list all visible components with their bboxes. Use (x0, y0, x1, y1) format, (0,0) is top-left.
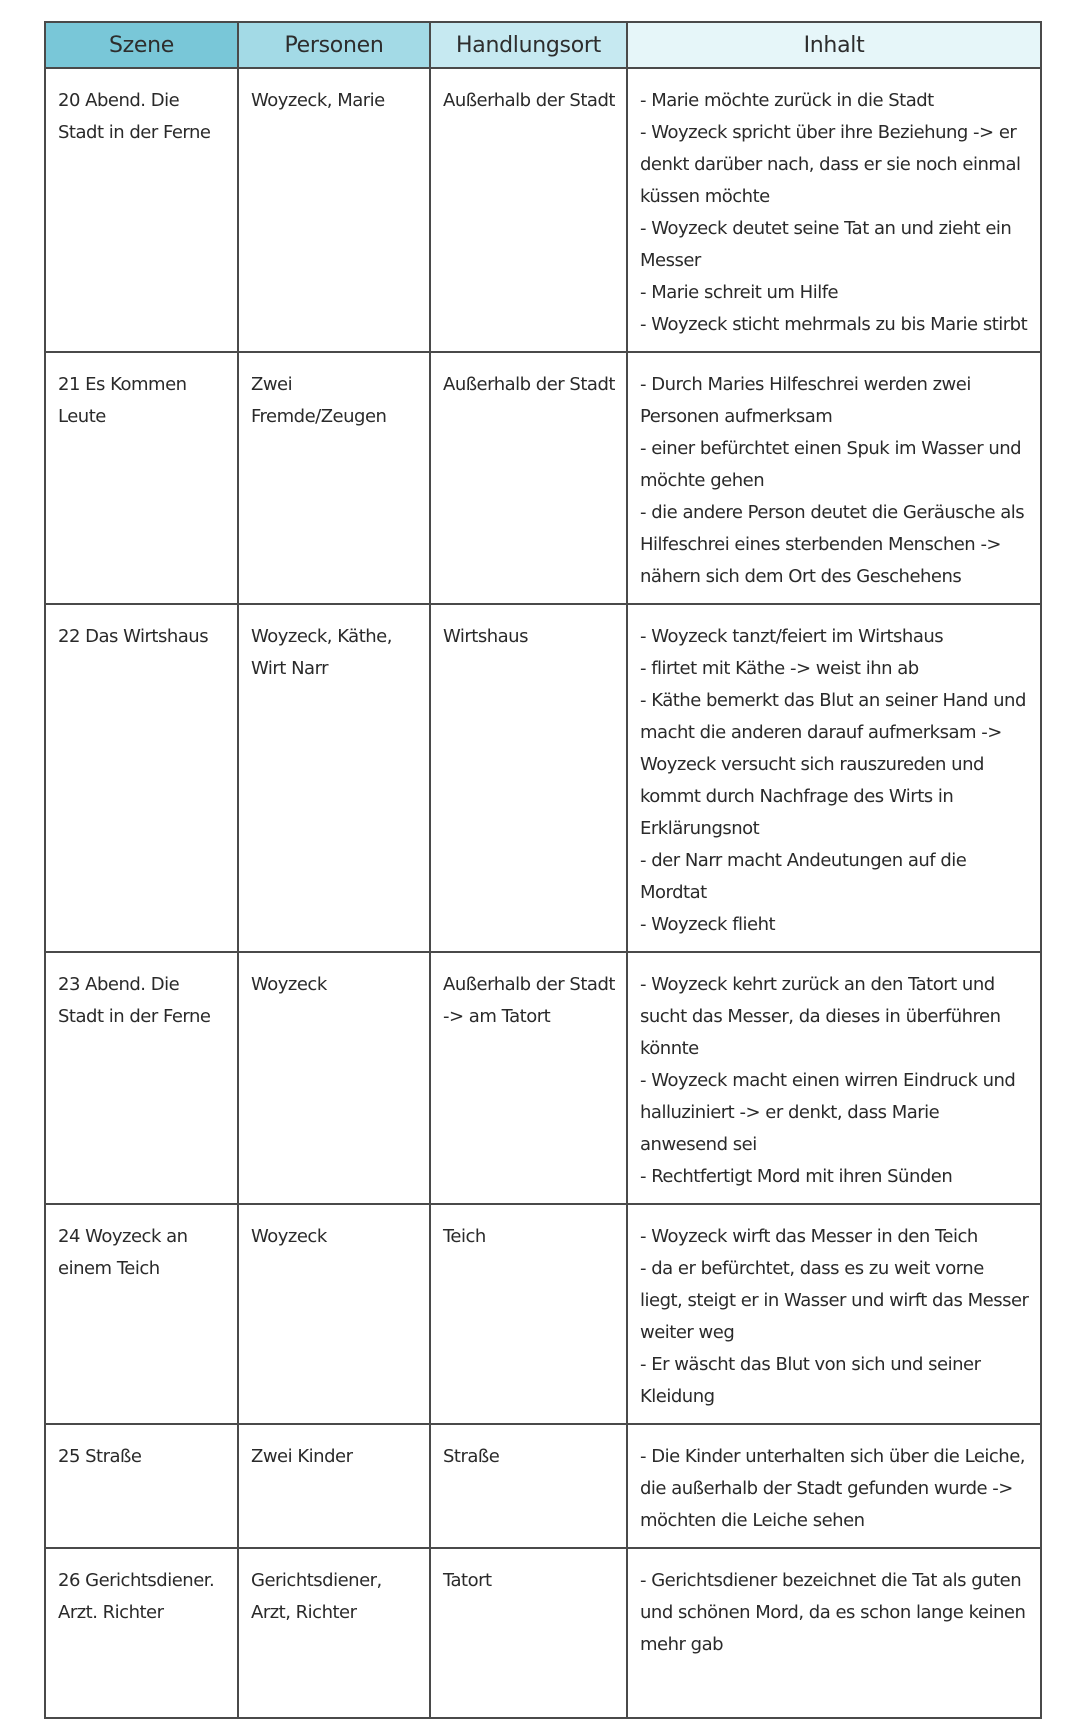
content-list (628, 1425, 1040, 1547)
scene-cell-text: 23 Abend. Die Stadt in der Ferne (58, 974, 211, 1027)
location-cell (430, 1204, 627, 1424)
location-cell-text: Teich (443, 1226, 486, 1247)
content-cell (627, 1424, 1041, 1548)
persons-cell-text: Zwei Kinder (251, 1446, 353, 1467)
content-item: - der Narr macht Andeutungen auf die Mordtat (640, 850, 967, 903)
table-row (45, 68, 1041, 352)
table-row (45, 1548, 1041, 1718)
persons-cell (238, 352, 430, 604)
content-item: - Marie möchte zurück in die Stadt (640, 90, 934, 111)
persons-cell (238, 604, 430, 952)
location-cell (430, 1424, 627, 1548)
persons-cell-text: Woyzeck, Marie (251, 90, 385, 111)
persons-cell (238, 952, 430, 1204)
persons-cell (238, 1204, 430, 1424)
content-list (628, 953, 1040, 1203)
location-cell (430, 352, 627, 604)
content-item: - die andere Person deutet die Geräusche als Hilfeschrei eines sterbenden Menschen -> nähern sich dem Ort des Geschehens (640, 502, 1025, 587)
table-row (45, 1424, 1041, 1548)
header-inhalt: Inhalt (627, 22, 1041, 68)
content-list (628, 1549, 1040, 1671)
content-cell (627, 1204, 1041, 1424)
table-row (45, 352, 1041, 604)
scene-cell (45, 68, 238, 352)
persons-cell (238, 1548, 430, 1718)
content-list (628, 605, 1040, 951)
content-item: - Woyzeck tanzt/feiert im Wirtshaus (640, 626, 944, 647)
content-item: - Durch Maries Hilfeschrei werden zwei Personen aufmerksam (640, 374, 971, 427)
content-item: - da er befürchtet, dass es zu weit vorne liegt, steigt er in Wasser und wirft das Messer weiter weg (640, 1258, 1029, 1343)
persons-cell-text: Gerichtsdiener, Arzt, Richter (251, 1570, 382, 1623)
scene-cell-text: 26 Gerichtsdiener. Arzt. Richter (58, 1570, 215, 1623)
scene-cell (45, 1548, 238, 1718)
location-cell-text: Außerhalb der Stadt (443, 90, 615, 111)
table-row (45, 1204, 1041, 1424)
content-item: - Woyzeck spricht über ihre Beziehung -> er denkt darüber nach, dass er sie noch einmal küssen möchte (640, 122, 1021, 207)
table-row (45, 952, 1041, 1204)
content-item: - Woyzeck sticht mehrmals zu bis Marie stirbt (640, 314, 1028, 335)
location-cell (430, 1548, 627, 1718)
content-item: - Die Kinder unterhalten sich über die Leiche, die außerhalb der Stadt gefunden wurde -> möchten die Leiche sehen (640, 1446, 1025, 1531)
scene-cell-text: 25 Straße (58, 1446, 142, 1467)
content-item: - Woyzeck kehrt zurück an den Tatort und sucht das Messer, da dieses in überführen könnte (640, 974, 1001, 1059)
scene-cell (45, 1204, 238, 1424)
header-handlungsort: Handlungsort (430, 22, 627, 68)
content-item: - Woyzeck flieht (640, 914, 776, 935)
scene-cell (45, 604, 238, 952)
persons-cell (238, 68, 430, 352)
location-cell (430, 952, 627, 1204)
content-item: - Woyzeck macht einen wirren Eindruck und halluziniert -> er denkt, dass Marie anwesend sei (640, 1070, 1016, 1155)
persons-cell-text: Woyzeck (251, 974, 327, 995)
scene-table-body (45, 68, 1041, 1718)
location-cell-text: Tatort (443, 1570, 492, 1591)
location-cell-text: Außerhalb der Stadt -> am Tatort (443, 974, 615, 1027)
content-cell (627, 952, 1041, 1204)
scene-cell-text: 24 Woyzeck an einem Teich (58, 1226, 188, 1279)
content-cell (627, 68, 1041, 352)
content-item: - Rechtfertigt Mord mit ihren Sünden (640, 1166, 953, 1187)
content-item: - Er wäscht das Blut von sich und seiner Kleidung (640, 1354, 981, 1407)
content-item: - einer befürchtet einen Spuk im Wasser und möchte gehen (640, 438, 1022, 491)
persons-cell-text: Woyzeck, Käthe, Wirt Narr (251, 626, 392, 679)
content-cell (627, 604, 1041, 952)
scene-table (44, 21, 1042, 1719)
content-list (628, 353, 1040, 603)
content-item: - flirtet mit Käthe -> weist ihn ab (640, 658, 919, 679)
content-item: - Käthe bemerkt das Blut an seiner Hand und macht die anderen darauf aufmerksam -> Woyzeck versucht sich rauszureden und kommt durch Nachfrage des Wirts in Erklärungsnot (640, 690, 1026, 839)
location-cell-text: Straße (443, 1446, 500, 1467)
content-item: - Woyzeck deutet seine Tat an und zieht ein Messer (640, 218, 1012, 271)
header-personen: Personen (238, 22, 430, 68)
location-cell-text: Außerhalb der Stadt (443, 374, 615, 395)
header-row (45, 22, 1041, 68)
content-cell (627, 1548, 1041, 1718)
content-item: - Gerichtsdiener bezeichnet die Tat als guten und schönen Mord, da es schon lange keinen mehr gab (640, 1570, 1026, 1655)
persons-cell (238, 1424, 430, 1548)
scene-cell-text: 21 Es Kommen Leute (58, 374, 187, 427)
content-cell (627, 352, 1041, 604)
persons-cell-text: Zwei Fremde/Zeugen (251, 374, 387, 427)
scene-cell-text: 22 Das Wirtshaus (58, 626, 209, 647)
scene-cell-text: 20 Abend. Die Stadt in der Ferne (58, 90, 211, 143)
scene-cell (45, 1424, 238, 1548)
content-list (628, 69, 1040, 351)
content-list (628, 1205, 1040, 1423)
table-row (45, 604, 1041, 952)
persons-cell-text: Woyzeck (251, 1226, 327, 1247)
scene-cell (45, 352, 238, 604)
location-cell (430, 604, 627, 952)
content-item: - Woyzeck wirft das Messer in den Teich (640, 1226, 978, 1247)
location-cell (430, 68, 627, 352)
scene-overview-sheet (44, 21, 1040, 1719)
scene-cell (45, 952, 238, 1204)
location-cell-text: Wirtshaus (443, 626, 528, 647)
content-item: - Marie schreit um Hilfe (640, 282, 839, 303)
header-szene: Szene (45, 22, 238, 68)
